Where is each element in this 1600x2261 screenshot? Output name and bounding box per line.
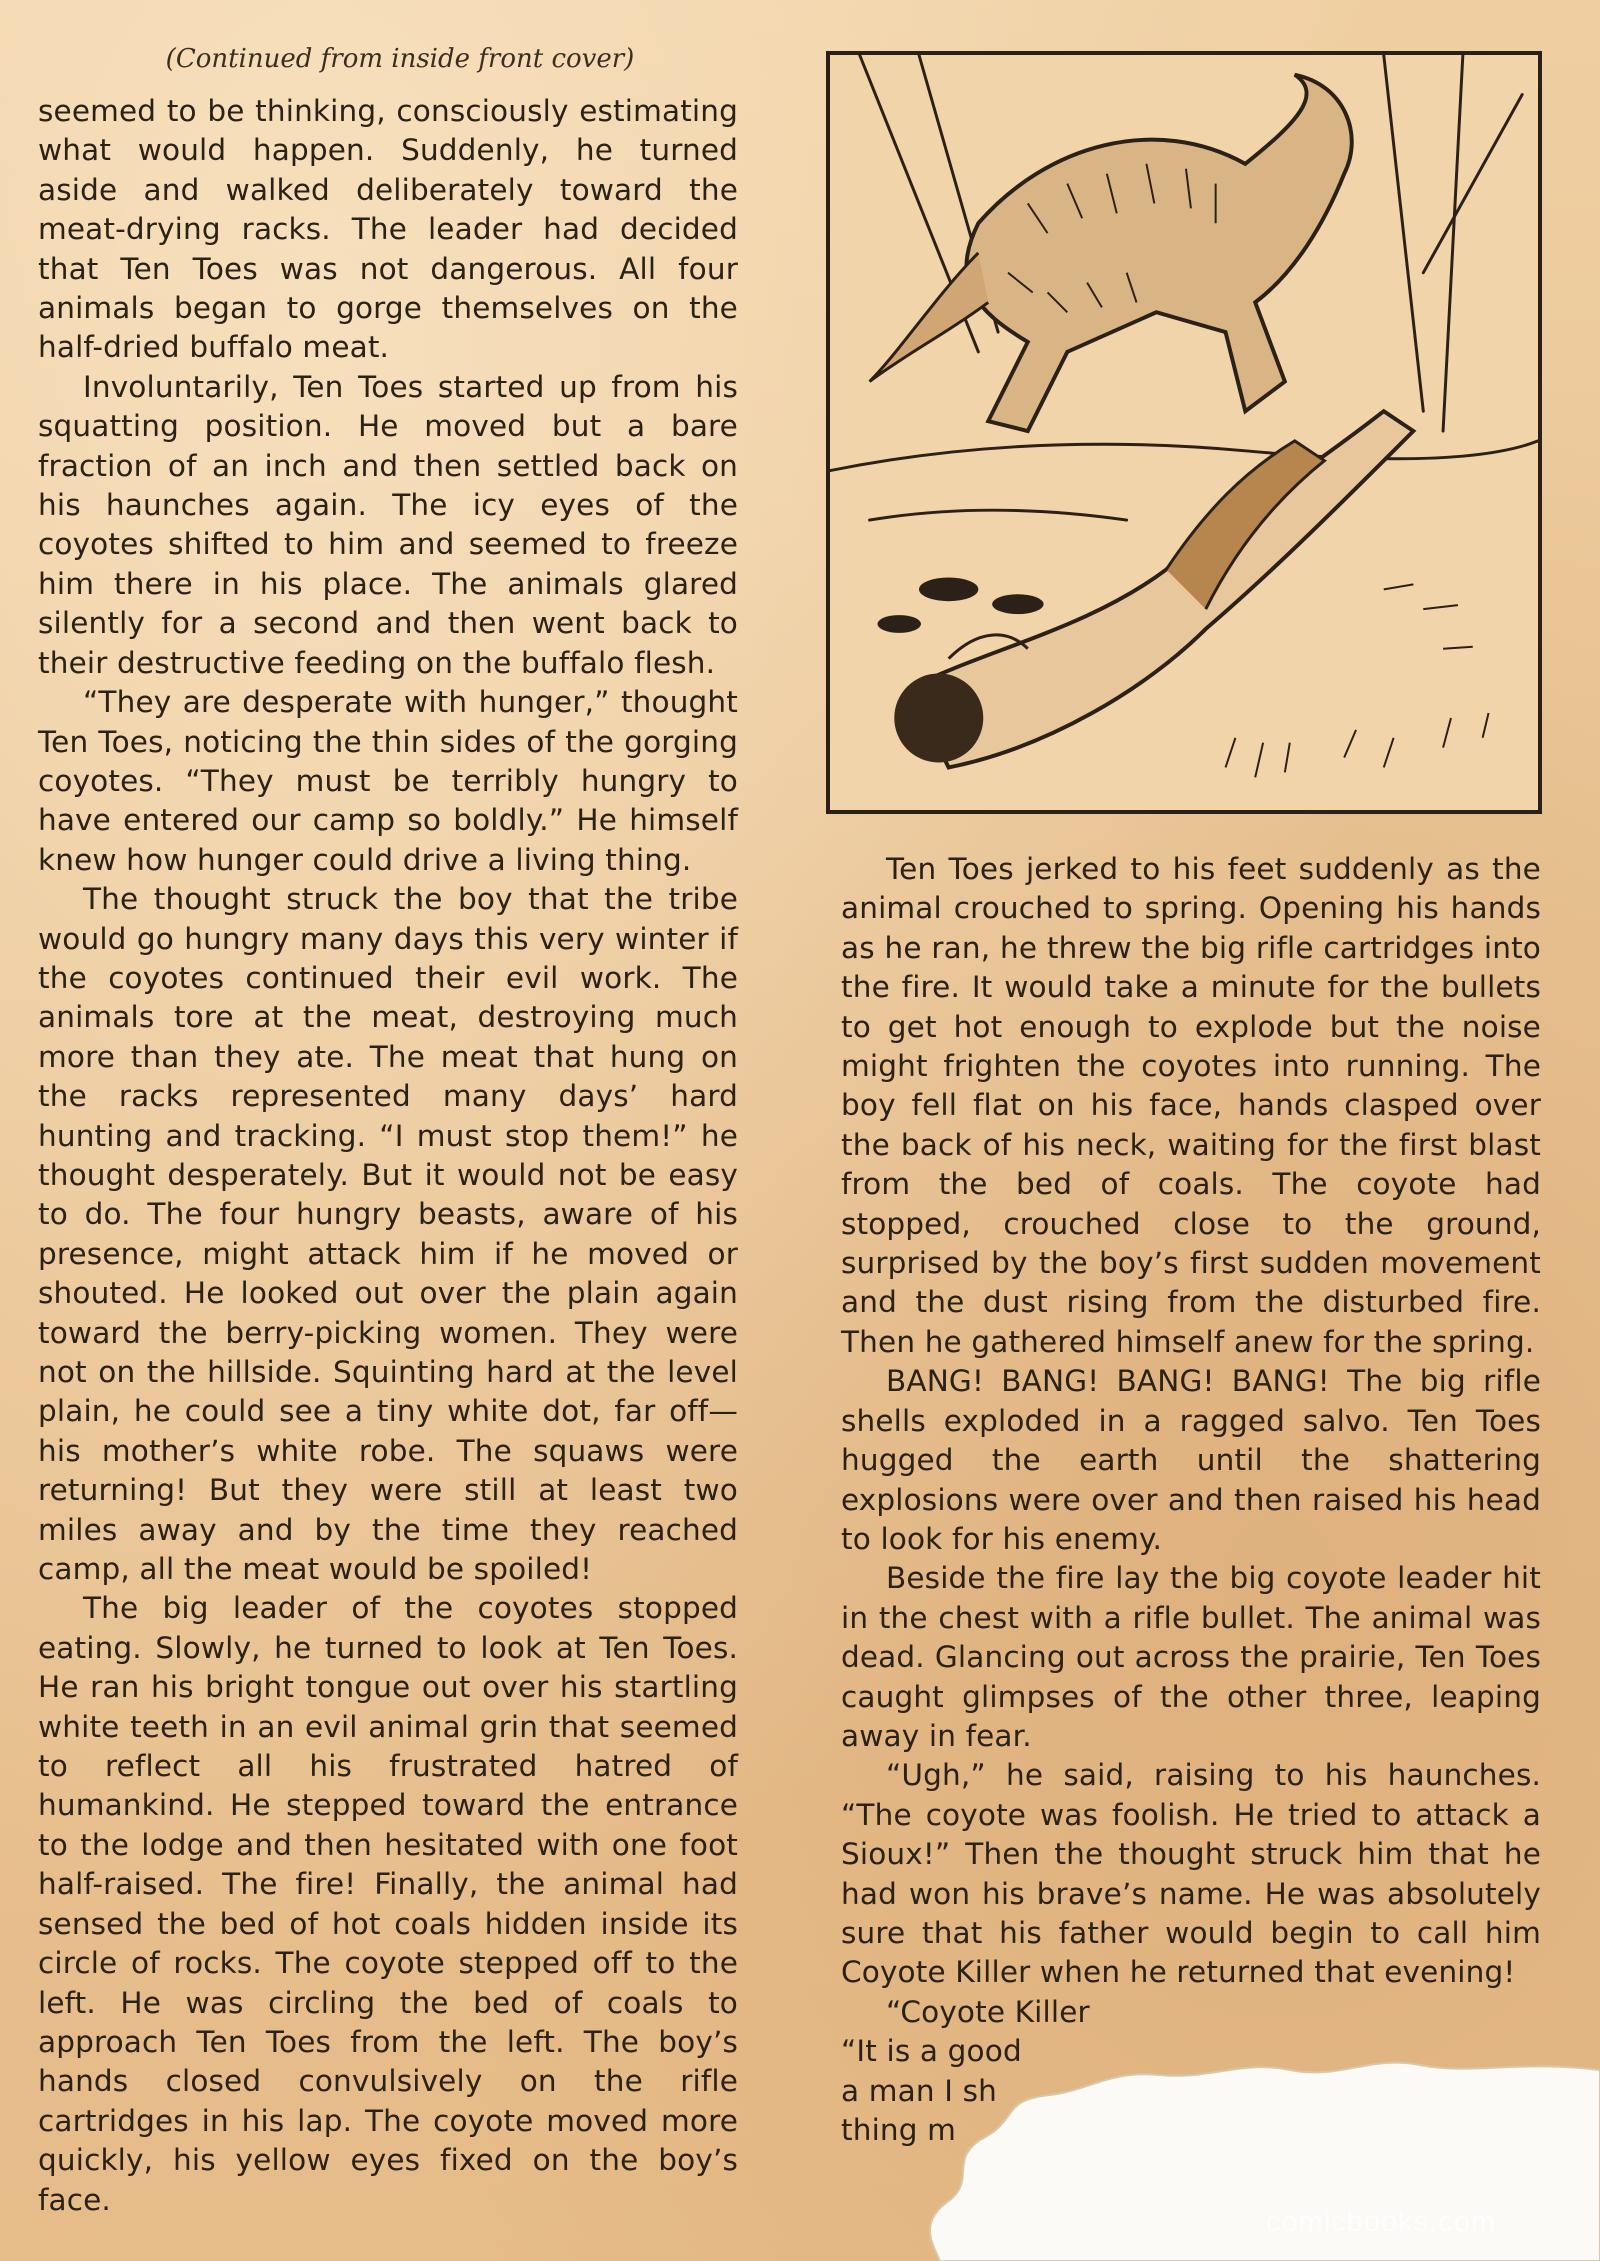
continued-note: (Continued from inside front cover) (165, 44, 635, 74)
paragraph: a man I sh (841, 2073, 997, 2108)
paragraph: Involuntarily, Ten Toes started up from his squatting position. He moved but a bare fraction of an inch and then settled back on his haunches again. The icy eyes of the coyotes shifted to him and seemed to freeze him there in his place. The animals glared silently for a second and then went back to their destructive feeding on the buffalo flesh. (38, 369, 738, 680)
illustration-drawing (830, 55, 1538, 810)
paragraph: The big leader of the coyotes stopped eating. Slowly, he turned to look at Ten Toes. He ran his bright tongue out over his startling white teeth in an evil animal grin that seemed to reflect all his frustrated hatred of humankind. He stepped toward the entrance to the lodge and then hesitated with one foot half-raised. The fire! Finally, the animal had sensed the bed of hot coals hidden inside its circle of rocks. The coyote stepped off to the left. He was circling the bed of coals to approach Ten Toes from the left. The boy’s hands closed convulsively on the rifle cartridges in his lap. The coyote moved more quickly, his yellow eyes fixed on the boy’s face. (38, 1591, 738, 2217)
paragraph: “Coyote Killer (886, 1994, 1090, 2029)
paragraph: Ten Toes jerked to his feet suddenly as the animal crouched to spring. Opening his hands as he ran, he threw the big rifle cartridges into the fire. It would take a minute for the bullets to get hot enough to explode but the noise might frighten the coyotes into running. The boy fell flat on his face, hands clasped over the back of his neck, waiting for the first blast from the bed of coals. The coyote had stopped, crouched close to the ground, surprised by the boy’s first sudden movement and the dust rising from the disturbed fire. Then he gathered himself anew for the spring. (841, 852, 1541, 1359)
coyote-attack-illustration (826, 51, 1542, 814)
paragraph: BANG! BANG! BANG! BANG! The big rifle shells exploded in a ragged salvo. Ten Toes hugged the earth until the shattering explosions were over and then raised his head to look for his enemy. (841, 1364, 1541, 1556)
paragraph: “It is a good (841, 2034, 1022, 2069)
site-watermark: comicbooks.com (1266, 2206, 1496, 2238)
paragraph: Beside the fire lay the big coyote leader hit in the chest with a rifle bullet. The animal was dead. Glancing out across the prairie, Ten Toes caught glimpses of the other three, leaping away in fear. (841, 1561, 1541, 1753)
story-column-left (38, 92, 738, 2220)
paragraph: “Ugh,” he said, raising to his haunches. “The coyote was foolish. He tried to attack a Sioux!” Then the thought struck him that he had won his brave’s name. He was absolutely sure that his father would begin to call him Coyote Killer when he returned that evening! (841, 1758, 1541, 1990)
paragraph: The thought struck the boy that the tribe would go hungry many days this very winter if the coyotes continued their evil work. The animals tore at the meat, destroying much more than they ate. The meat that hung on the racks represented many days’ hard hunting and tracking. “I must stop them!” he thought desperately. But it would not be easy to do. The four hungry beasts, aware of his presence, might attack him if he moved or shouted. He looked out over the plain again toward the berry-picking women. They were not on the hillside. Squinting hard at the level plain, he could see a tiny white dot, far off—his mother’s white robe. The squaws were returning! But they were still at least two miles away and by the time they reached camp, all the meat would be spoiled! (38, 882, 738, 1587)
paragraph: thing m (841, 2113, 957, 2147)
paragraph: seemed to be thinking, consciously estimating what would happen. Suddenly, he turned aside and walked deliberately toward the meat-drying racks. The leader had decided that Ten Toes was not dangerous. All four animals began to gorge themselves on the half-dried buffalo meat. (38, 94, 738, 365)
story-column-right (841, 850, 1541, 2150)
paragraph: “They are desperate with hunger,” thought Ten Toes, noticing the thin sides of the gorging coyotes. “They must be terribly hungry to have entered our camp so boldly.” He himself knew how hunger could drive a living thing. (38, 685, 738, 877)
